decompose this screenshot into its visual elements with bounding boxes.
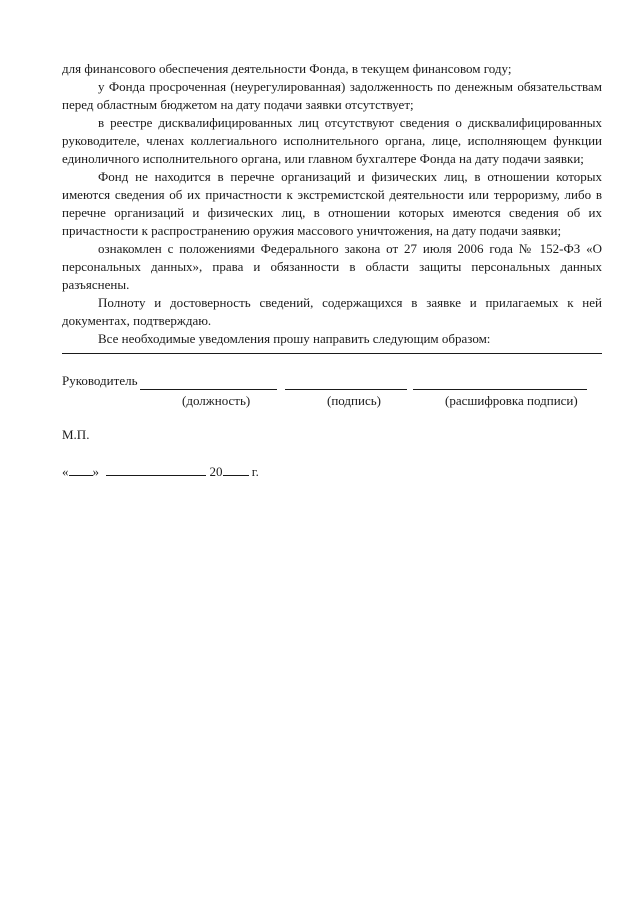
paragraph-extremism-list: Фонд не находится в перечне организаций и физических лиц, в отношении которых имеются сведения об их причастности к экстремистской деятельности или терроризму, либо в перечне организаций и физических лиц, в отношении которых имеются сведения об их причастности к распространению оружия массового уничтожения, на дату подачи заявки;	[62, 169, 602, 238]
notification-method-line	[62, 349, 602, 354]
stamp-label: М.П.	[62, 427, 90, 442]
paragraph-disqualified-registry: в реестре дисквалифицированных лиц отсутствуют сведения о дисквалифицированных руководителе, членах коллегиального исполнительного органа, лице, исполняющем функции единоличного исполнительного органа, или главном бухгалтере Фонда на дату подачи заявки;	[62, 115, 602, 166]
signature-captions	[62, 392, 602, 410]
signature-row	[62, 372, 602, 390]
date-close-quote: »	[92, 464, 99, 479]
signature-blank	[285, 376, 407, 390]
year-century: 20	[209, 464, 223, 479]
year-suffix: г.	[251, 464, 259, 479]
paragraph-no-debt: у Фонда просроченная (неурегулированная) задолженность по денежным обязательствам перед областным бюджетом на дату подачи заявки отсутствует;	[62, 79, 602, 112]
signature-decoding-blank	[413, 376, 587, 390]
date-line	[62, 463, 602, 481]
signature-label: Руководитель	[62, 373, 138, 388]
caption-position: (должность)	[182, 393, 251, 408]
caption-signature: (подпись)	[327, 393, 381, 408]
paragraph-confirmation: Полноту и достоверность сведений, содержащихся в заявке и прилагаемых к ней документах, подтверждаю.	[62, 295, 602, 328]
month-blank	[106, 463, 206, 476]
caption-decoding: (расшифровка подписи)	[445, 393, 578, 408]
position-blank	[140, 376, 277, 390]
document-page	[62, 60, 602, 481]
paragraph-financing: для финансового обеспечения деятельности Фонда, в текущем финансовом году;	[62, 61, 512, 76]
paragraph-notifications: Все необходимые уведомления прошу направить следующим образом:	[98, 331, 491, 346]
day-blank	[69, 463, 93, 476]
paragraph-personal-data: ознакомлен с положениями Федерального закона от 27 июля 2006 года № 152-ФЗ «О персональных данных», права и обязанности в области защиты персональных данных разъяснены.	[62, 241, 602, 292]
date-open-quote: «	[62, 464, 69, 479]
year-blank	[223, 463, 249, 476]
